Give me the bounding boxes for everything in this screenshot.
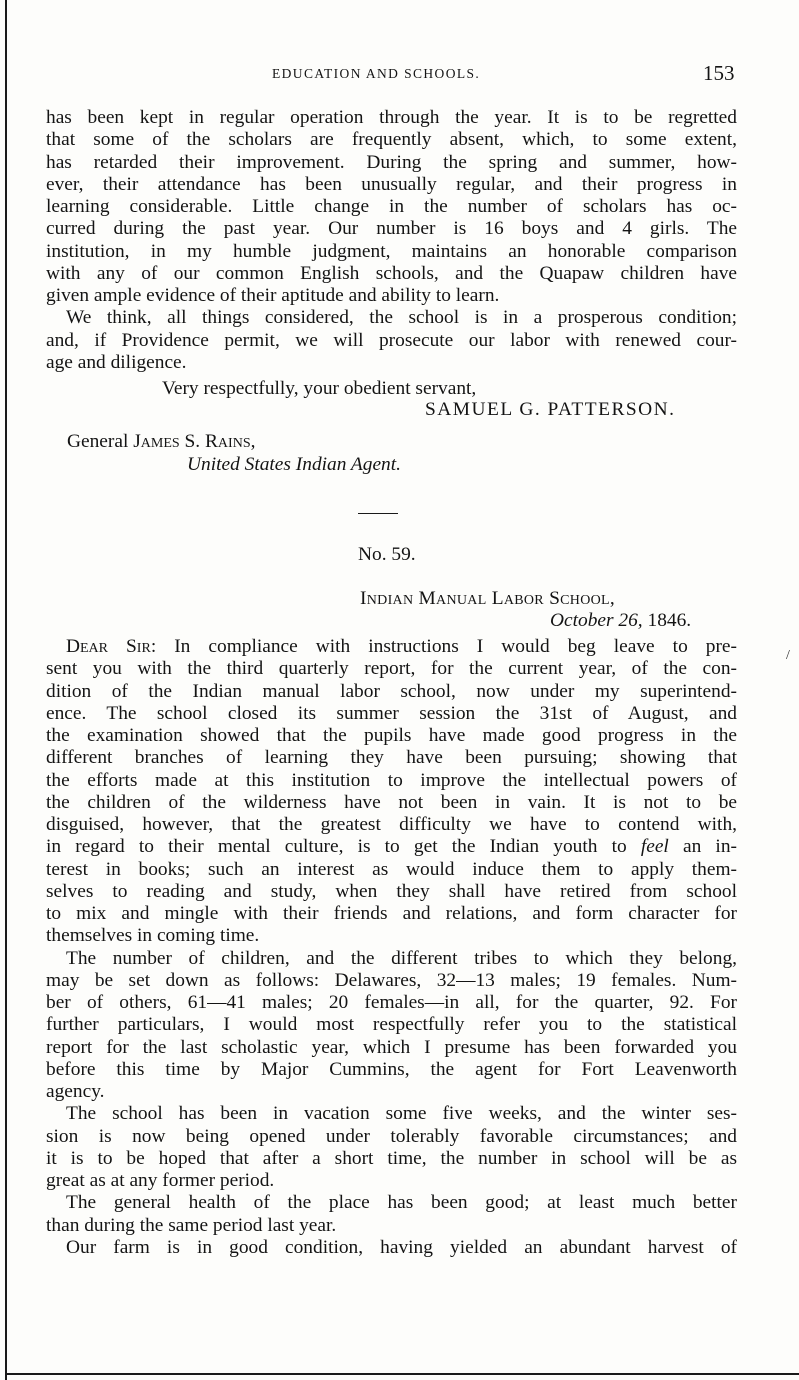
- date-year: 1846.: [647, 610, 692, 631]
- document-number: No. 59.: [358, 544, 416, 565]
- section-divider: [358, 513, 398, 514]
- letter1-paragraph-1: has been kept in regular operation through the year. It is to be regretted that some of the scholars are frequently absent, which, to some extent, has retarded their improvement. During the spring and summer, how- ever, their attendance has been unusually regular, and their progress in learning considerable. Little change in the number of scholars has oc- curred during the past year. Our number is 16 boys and 4 girls. The institution, in my humble judgment, maintains an honorable comparison with any of our common English schools, and the Quapaw children have: [46, 107, 737, 284]
- letter2-paragraph-4-end: than during the same period last year.: [46, 1214, 337, 1236]
- addressee-title: United States Indian Agent.: [187, 454, 401, 475]
- addressee-name: James S. Rains,: [133, 431, 256, 452]
- letter1-paragraph-2: We think, all things considered, the school is in a prosperous condition; and, if Providence permit, we will prosecute our labor with renewed cour-: [46, 307, 737, 351]
- letter1-paragraph-1-end: given ample evidence of their aptitude and ability to learn.: [46, 285, 500, 306]
- date-month-day: October 26,: [550, 610, 643, 631]
- running-title: EDUCATION AND SCHOOLS.: [272, 66, 481, 81]
- letter1-paragraph-2-end: age and diligence.: [46, 351, 187, 373]
- school-heading: Indian Manual Labor School,: [360, 588, 616, 609]
- letter2-paragraph-2-end: agency.: [46, 1081, 105, 1102]
- letter2-body: [46, 636, 737, 1259]
- letter2-paragraph-1: Dear Sir: In compliance with instructions I would beg leave to pre- sent you with the third quarterly report, for the current year, of the con- dition of the Indian manual labor school, now under my superintend- ence. The school closed its summer session the 31st of August, and the examination showed that the pupils have made good progress in the different branches of learning they have been pursuing; showing that the efforts made at this institution to improve the intellectual powers of the children of the wilderness have not been in vain. It is not to be disguised, however, that the greatest difficulty we have to contend with, in regard to their mental culture, is to get the Indian youth to feel an in- terest in books; such an interest as would induce them to apply them- selves to reading and study, when they shall have retired from school to mix and mingle with their friends and relations, and form character for: [46, 636, 737, 924]
- letter2-paragraph-2: The number of children, and the different tribes to which they belong, may be set down as follows: Delawares, 32—13 males; 19 females. Num- ber of others, 61—41 males; 20 females—in all, for the quarter, 92. For further particulars, I would most respectfully refer you to the statistical report for the last scholastic year, which I presume has been forwarded you before this time by Major Cummins, the agent for Fort Leavenworth: [46, 947, 737, 1080]
- letter2-paragraph-4: The general health of the place has been good; at least much better: [66, 1192, 737, 1214]
- letter1-closing: Very respectfully, your obedient servant,: [162, 378, 477, 399]
- letter1-signature: SAMUEL G. PATTERSON.: [425, 399, 676, 420]
- letter2-paragraph-3-end: great as at any former period.: [46, 1170, 275, 1191]
- page-number: 153: [703, 61, 735, 85]
- page-edge-bottom: [5, 1373, 799, 1375]
- addressee-prefix: General: [67, 431, 129, 452]
- stray-mark: /: [786, 648, 790, 663]
- salutation: Dear Sir: [66, 636, 151, 657]
- letter2-paragraph-5: Our farm is in good condition, having yielded an abundant harvest of: [66, 1236, 737, 1258]
- letter1-body: [46, 107, 737, 374]
- emphasis-feel: feel: [640, 836, 669, 858]
- letter1-addressee: [67, 431, 255, 453]
- running-head: [0, 61, 799, 86]
- letter2-paragraph-1-end: themselves in coming time.: [46, 925, 260, 947]
- letter2-paragraph-3: The school has been in vacation some five weeks, and the winter ses- sion is now being opened under tolerably favorable circumstances; and it is to be hoped that after a short time, the number in school will be as: [46, 1103, 737, 1169]
- page-edge-left: [5, 0, 7, 1380]
- letter2-dateline: [550, 610, 691, 632]
